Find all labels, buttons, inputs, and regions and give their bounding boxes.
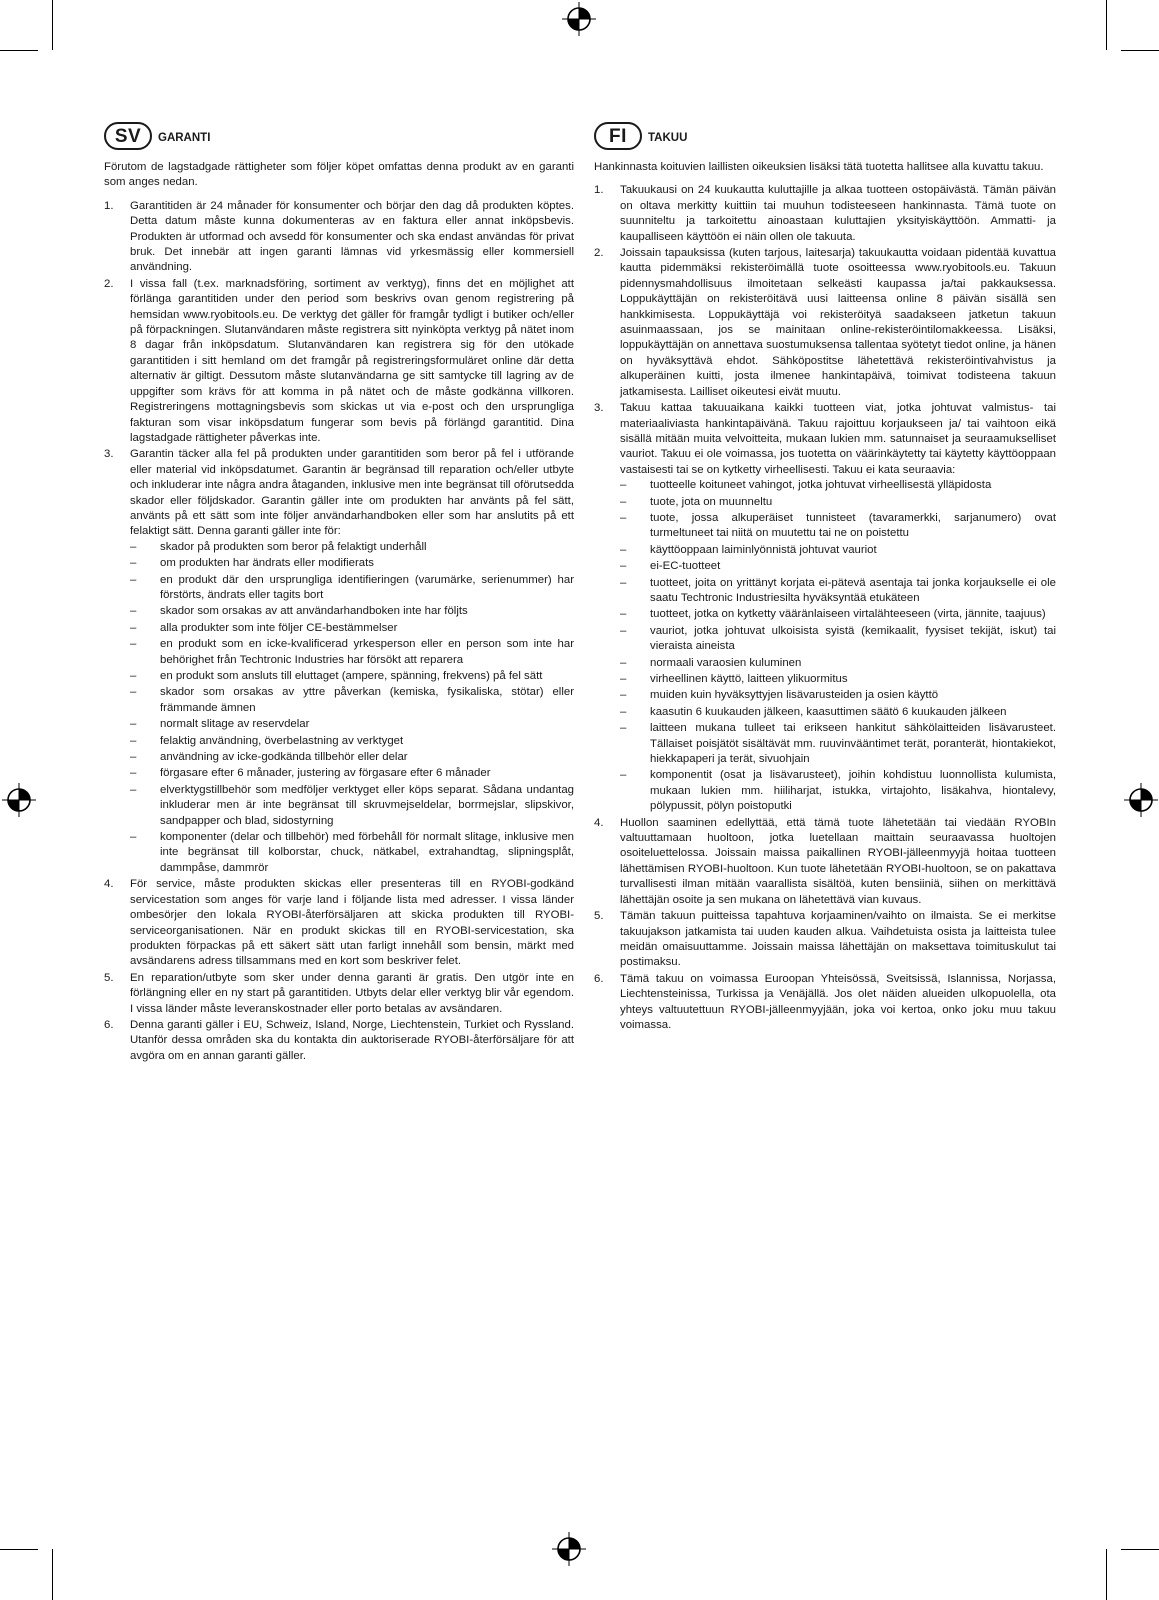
fi-section-header xyxy=(594,122,1056,150)
sv-warranty-section xyxy=(104,122,574,1065)
sv-exclusion-item xyxy=(130,717,574,732)
fi-term-number: 3. xyxy=(594,402,604,415)
sv-exclusion-item xyxy=(130,604,574,619)
fi-term-number: 6. xyxy=(594,972,604,985)
sv-term-text: I vissa fall (t.ex. marknadsföring, sortiment av verktyg), finns det en möjlighet att förlänga garantitiden under den period som beskrivs ovan genom registrering på hemsidan www.ryobitools.eu. De verktyg det gäller för framgår tydligt i butiker och/eller på förpackningen. Slutanvändaren måste registrera sitt nyinköpta verktyg på nätet inom 8 dagar från inköpsdatum. Slutanvändaren kan registrera sig för den utökade garantitiden i sitt hemland om det framgår på registreringsformuläret online där detta alternativ är giltigt. Dessutom måste slutanvändarna ge sitt samtycke till lagring av de uppgifter som krävs för att komma in på nätet och de måste godkänna villkoren. Registreringens mottagningsbevis som skickas ut via e-post och den ursprungliga fakturan som visar inköpsdatum fungerar som bevis på förlängd garantitid. Dina lagstadgade rättigheter påverkas inte. xyxy=(130,277,574,444)
crop-mark-top-left-v xyxy=(52,0,53,50)
sv-exclusion-text: komponenter (delar och tillbehör) med förbehåll för normalt slitage, inklusive men inte begränsat till kolborstar, chuck, nätkabel, extrahandtag, slipningsplåt, dammpåse, dammrör xyxy=(160,831,574,874)
fi-term-number: 5. xyxy=(594,910,604,923)
crop-mark-top-right-h xyxy=(1121,50,1159,51)
fi-exclusion-item xyxy=(620,478,1056,493)
sv-term-number: 1. xyxy=(104,199,114,212)
fi-exclusion-text: komponentit (osat ja lisävarusteet), joihin kohdistuu luonnollista kulumista, mukaan lukien mm. hiiliharjat, istukka, virtajohto, lisäkahva, hiontalevy, pölypussit, pölyn poistoputki xyxy=(650,769,1056,813)
fi-exclusion-item xyxy=(620,656,1056,671)
dash-bullet: – xyxy=(620,722,627,735)
sv-term-number: 5. xyxy=(104,971,114,984)
sv-exclusion-text: elverktygstillbehör som medföljer verktyget eller köps separat. Sådana undantag inkluderar men är inte begränsat till skruvmejseldelar, borrmejslar, slipskivor, sandpapper och blad, sidostyrning xyxy=(160,783,574,827)
crop-mark-bottom-left-h xyxy=(0,1549,38,1550)
sv-exclusion-item xyxy=(130,621,574,636)
fi-term-item xyxy=(594,183,1056,245)
fi-exclusion-item xyxy=(620,543,1056,558)
dash-bullet: – xyxy=(130,831,137,844)
sv-exclusion-item xyxy=(130,637,574,668)
crop-mark-top-right-v xyxy=(1106,0,1107,50)
fi-term-item xyxy=(594,246,1056,400)
dash-bullet: – xyxy=(620,769,627,782)
dash-bullet: – xyxy=(620,608,627,621)
fi-exclusion-text: muiden kuin hyväksyttyjen lisävarusteiden ja osien käyttö xyxy=(650,689,939,702)
dash-bullet: – xyxy=(130,540,137,553)
fi-exclusion-item xyxy=(620,705,1056,720)
fi-language-badge: FI xyxy=(594,122,642,150)
sv-exclusion-text: om produkten har ändrats eller modifierats xyxy=(160,557,374,570)
dash-bullet: – xyxy=(130,605,137,618)
sv-exclusion-text: felaktig användning, överbelastning av verktyget xyxy=(160,734,404,747)
fi-term-text: Tämä takuu on voimassa Euroopan Yhteisössä, Sveitsissä, Islannissa, Norjassa, Liechtensteinissa, Turkissa ja Venäjällä. Jos olet näiden alueiden ulkopuolella, ota yhteys valtuutettuun RYOBI-jälleenmyyjään, joka voi kertoa, onko joku muu takuu voimassa. xyxy=(620,972,1056,1031)
registration-mark-top-icon xyxy=(562,2,596,36)
dash-bullet: – xyxy=(620,495,627,508)
fi-exclusion-item xyxy=(620,688,1056,703)
sv-exclusion-text: normalt slitage av reservdelar xyxy=(160,718,310,731)
fi-terms-list xyxy=(594,183,1056,1033)
sv-terms-list xyxy=(104,199,574,1064)
sv-language-badge: SV xyxy=(104,122,152,150)
crop-mark-top-left-h xyxy=(0,50,38,51)
sv-exclusion-text: användning av icke-godkända tillbehör eller delar xyxy=(160,751,408,764)
dash-bullet: – xyxy=(130,783,137,796)
fi-exclusion-text: vauriot, jotka johtuvat ulkoisista syistä (kemikaalit, fyysiset tekijät, iskut) tai vieraista aineista xyxy=(650,624,1056,653)
registration-mark-left-icon xyxy=(2,783,36,817)
crop-mark-bottom-left-v xyxy=(52,1549,53,1600)
sv-section-header xyxy=(104,122,574,150)
sv-term-number: 3. xyxy=(104,448,114,461)
sv-exclusion-item xyxy=(130,573,574,604)
fi-term-text: Tämän takuun puitteissa tapahtuva korjaaminen/vaihto on ilmaista. Se ei merkitse takuujakson jatkamista tai uuden kauden alkua. Vaihdetuista osista ja laitteista tulee meidän omaisuuttamme. Joissain maissa lähettäjän on maksettava toimituskulut tai postimaksu. xyxy=(620,910,1056,969)
fi-exclusion-text: virheellinen käyttö, laitteen ylikuormitus xyxy=(650,673,848,685)
dash-bullet: – xyxy=(130,573,137,586)
fi-exclusion-item xyxy=(620,768,1056,814)
fi-term-item xyxy=(594,816,1056,908)
dash-bullet: – xyxy=(130,670,137,682)
sv-intro-paragraph: Förutom de lagstadgade rättigheter som följer köpet omfattas denna produkt av en garanti som anges nedan. xyxy=(104,161,574,189)
fi-exclusion-text: kaasutin 6 kuukauden jälkeen, kaasuttimen säätö 6 kuukauden jälkeen xyxy=(650,705,1007,718)
sv-term-text: En reparation/utbyte som sker under denna garanti är gratis. Den utgör inte en förlängning eller en ny start på garantitiden. Utbyts delar eller verktyg blir vår egendom. I vissa länder måste leveranskostnader eller porto betalas av avsändaren. xyxy=(130,971,574,1015)
dash-bullet: – xyxy=(620,673,627,685)
sv-term-item xyxy=(104,447,574,876)
sv-exclusion-text: alla produkter som inte följer CE-bestämmelser xyxy=(160,621,398,634)
fi-warranty-section xyxy=(594,122,1056,1034)
fi-term-number: 1. xyxy=(594,184,604,197)
fi-term-text: Takuukausi on 24 kuukautta kuluttajille ja alkaa tuotteen ostopäivästä. Tämän päivän on oltava merkitty kuittiin tai muuhun todisteeseen hankinnasta. Tämä tuote on suunniteltu ja tarkoitettu ainoastaan kuluttajien yksityiskäyttöön. Ammatti- ja kaupalliseen käyttöön ei näin ollen ole takuuta. xyxy=(620,184,1056,243)
sv-exclusion-item xyxy=(130,556,574,571)
sv-exclusion-item xyxy=(130,830,574,876)
sv-exclusion-item xyxy=(130,783,574,829)
crop-mark-bottom-right-h xyxy=(1121,1549,1159,1550)
sv-term-item xyxy=(104,1018,574,1064)
sv-term-number: 6. xyxy=(104,1018,114,1031)
fi-exclusion-text: ei-EC-tuotteet xyxy=(650,560,721,573)
fi-exclusion-item xyxy=(620,672,1056,687)
fi-exclusion-text: tuote, jossa alkuperäiset tunnisteet (tavaramerkki, sarjanumero) ovat turmeltuneet tai niitä on muutettu tai ne on poistettu xyxy=(650,511,1056,540)
fi-intro-paragraph: Hankinnasta koituvien laillisten oikeuksien lisäksi tätä tuotetta hallitsee alla kuvattu takuu. xyxy=(594,161,1044,173)
fi-section-title: TAKUU xyxy=(648,132,688,145)
fi-exclusion-item xyxy=(620,495,1056,510)
fi-exclusion-text: tuotteet, joita on yrittänyt korjata ei-pätevä asentaja tai jonka korjaukselle ei ole saatu Techtronic Industriesilta hyväksyntää etukäteen xyxy=(650,576,1056,604)
sv-term-item xyxy=(104,199,574,276)
sv-term-number: 2. xyxy=(104,277,114,290)
crop-mark-bottom-right-v xyxy=(1106,1549,1107,1600)
sv-term-text: Denna garanti gäller i EU, Schweiz, Island, Norge, Liechtenstein, Turkiet och Ryssland. Utanför dessa områden ska du kontakta din auktoriserade RYOBI-återförsäljare för att avgöra om en annan garanti gäller. xyxy=(130,1018,574,1062)
sv-term-item xyxy=(104,971,574,1017)
dash-bullet: – xyxy=(620,479,627,492)
fi-term-item xyxy=(594,401,1056,815)
dash-bullet: – xyxy=(620,624,627,637)
sv-term-text: För service, måste produkten skickas eller presenteras till en RYOBI-godkänd servicestation som anges för varje land i följande lista med adresser. I vissa länder ombesörjer den lokala RYOBI-återförsäljaren att skicka produkten till RYOBI-serviceorganisationen. När en produkt skickas till en RYOBI-servicestation, ska produkten förpackas på ett säkert sätt utan farligt innehåll som bensin, märkt med avsändarens adress tillsammans med en kort som beskriver felet. xyxy=(130,878,574,968)
fi-exclusion-item xyxy=(620,607,1056,622)
fi-exclusion-text: käyttöoppaan laiminlyönnistä johtuvat vauriot xyxy=(650,543,877,556)
registration-mark-right-icon xyxy=(1124,783,1158,817)
fi-exclusion-item xyxy=(620,576,1056,607)
dash-bullet: – xyxy=(130,638,137,651)
fi-term-text: Joissain tapauksissa (kuten tarjous, laitesarja) takuukautta voidaan pidentää kuvattua kautta pidemmäksi rekisteröimällä tuote osoitteessa www.ryobitools.eu. Takuun pidennysmahdollisuus ilmoitetaan selkeästi kaupassa ja/tai pakkauksessa. Loppukäyttäjän on rekisteröitävä uusi laitteensa online 8 päivän sisällä sen hankkimisesta. Loppukäyttäjä voi rekisteröityä saadakseen jatketun takuun asuinmaassaan, jos se mainitaan online-rekisteröintilomakkeessa. Lisäksi, loppukäyttäjän on annettava suostumuksensa tallentaa syötetyt tiedot online, ja hänen on hyväksyttävä ehdot. Sähköpostitse lähetettävä rekisteröintivahvistus ja alkuperäinen kuitti, josta ilmenee hankintapäivä, toimivat todisteena takuun jatkamisesta. Lailliset oikeutesi eivät muutu. xyxy=(620,247,1056,398)
sv-exclusion-text: skador som orsakas av yttre påverkan (kemiska, fysikaliska, stötar) eller främmande ämnen xyxy=(160,686,574,714)
fi-exclusion-item xyxy=(620,511,1056,542)
sv-exclusion-text: en produkt som en icke-kvalificerad yrkesperson eller en person som inte har behörighet från Techtronic Industries har försökt att reparera xyxy=(160,638,574,666)
dash-bullet: – xyxy=(130,557,137,570)
dash-bullet: – xyxy=(620,543,627,556)
dash-bullet: – xyxy=(130,767,137,780)
sv-exclusion-item xyxy=(130,766,574,781)
fi-term-item xyxy=(594,909,1056,971)
sv-term-item xyxy=(104,877,574,969)
sv-term-item xyxy=(104,277,574,446)
sv-term-number: 4. xyxy=(104,878,114,891)
fi-exclusion-text: tuotteelle koituneet vahingot, jotka johtuvat virheellisestä ylläpidosta xyxy=(650,479,992,492)
fi-term-text: Takuu kattaa takuuaikana kaikki tuotteen viat, jotka johtuvat valmistus- tai materiaaliviasta hankintapäivänä. Takuu rajoittuu korjaukseen ja/ tai vaihtoon eikä sisällä mitään muita velvoitteita, mukaan lukien mm. satunnaiset ja seuraamukselliset vauriot. Takuu ei ole voimassa, jos tuotetta on väärinkäytetty tai käytetty käyttöoppaan vastaisesti tai se on kytketty virheellisesti. Takuu ei kata seuraavia: xyxy=(620,402,1056,476)
fi-exclusion-text: tuotteet, jotka on kytketty vääränlaiseen virtalähteeseen (virta, jännite, taajuus) xyxy=(650,608,1046,621)
fi-exclusion-item xyxy=(620,721,1056,767)
fi-exclusion-item xyxy=(620,559,1056,574)
fi-term-number: 2. xyxy=(594,247,604,260)
fi-exclusion-text: normaali varaosien kuluminen xyxy=(650,656,802,669)
dash-bullet: – xyxy=(620,656,627,669)
registration-mark-bottom-icon xyxy=(552,1532,586,1566)
dash-bullet: – xyxy=(130,718,137,731)
sv-exclusion-text: en produkt där den ursprungliga identifieringen (varumärke, serienummer) har förstörts, ändrats eller tagits bort xyxy=(160,573,574,601)
sv-exclusion-text: skador på produkten som beror på felaktigt underhåll xyxy=(160,540,427,553)
sv-exclusion-item xyxy=(130,685,574,716)
fi-term-text: Huollon saaminen edellyttää, että tämä tuote lähetetään tai viedään RYOBIn valtuuttamaan huoltoon, jotka luetellaan maittain seuraavassa huoltojen osoiteluettelossa. Joissain maissa paikallinen RYOBI-jälleenmyyjä hoitaa tuotteen lähettämisen RYOBI-huoltoon. Kun tuote lähetetään RYOBI-huoltoon, se on pakattava turvallisesti ilman mitään vaarallista sisältöä, kuten bensiiniä, siihen on merkittävä lähettäjän osoite ja sen mukana on lähetettävä vian kuvaus. xyxy=(620,816,1056,906)
dash-bullet: – xyxy=(620,560,627,573)
fi-exclusions-list xyxy=(620,478,1056,815)
sv-exclusion-text: förgasare efter 6 månader, justering av förgasare efter 6 månader xyxy=(160,767,491,780)
sv-term-text: Garantin täcker alla fel på produkten under garantitiden som beror på fel i utförande eller material vid inköpsdatumet. Garantin är begränsad till reparation och/eller utbyte och inkluderar inte några andra åtaganden, inklusive men inte begränsat till oförutsedda skador eller följdskador. Garantin gäller inte om produkten har använts på fel sätt, använts på ett sätt som inte följer användarhandboken eller som har anslutits på ett felaktigt sätt. Denna garanti gäller inte för: xyxy=(130,448,574,538)
fi-term-number: 4. xyxy=(594,816,604,829)
fi-term-item xyxy=(594,972,1056,1034)
dash-bullet: – xyxy=(620,689,627,702)
sv-exclusion-text: en produkt som ansluts till eluttaget (ampere, spänning, frekvens) på fel sätt xyxy=(160,670,543,682)
dash-bullet: – xyxy=(620,576,627,589)
sv-exclusion-item xyxy=(130,750,574,765)
sv-exclusion-item xyxy=(130,540,574,555)
dash-bullet: – xyxy=(620,511,627,524)
dash-bullet: – xyxy=(130,621,137,634)
sv-exclusion-text: skador som orsakas av att användarhandboken inte har följts xyxy=(160,605,468,618)
sv-exclusion-item xyxy=(130,669,574,684)
fi-exclusion-text: tuote, jota on muunneltu xyxy=(650,495,773,508)
dash-bullet: – xyxy=(130,734,137,747)
dash-bullet: – xyxy=(130,751,137,764)
dash-bullet: – xyxy=(130,686,137,699)
fi-exclusion-item xyxy=(620,624,1056,655)
sv-exclusions-list xyxy=(130,540,574,877)
dash-bullet: – xyxy=(620,705,627,718)
fi-exclusion-text: laitteen mukana tulleet tai erikseen hankitut sähkölaitteiden lisävarusteet. Tällaiset poisjätöt sisältävät mm. ruuvinvääntimet terät, poranterät, hiontakiekot, hiekkapaperi ja terät, sivuohjain xyxy=(650,722,1056,766)
sv-exclusion-item xyxy=(130,734,574,749)
sv-section-title: GARANTI xyxy=(158,132,211,145)
sv-term-text: Garantitiden är 24 månader för konsumenter och börjar den dag då produkten köptes. Detta datum måste kunna dokumenteras av en faktura eller annat inköpsbevis. Produkten är utformad och avsedd för konsumenter och ska endast användas för privat bruk. Det innebär att ingen garanti lämnas vid yrkesmässig eller kommersiell användning. xyxy=(130,199,574,274)
